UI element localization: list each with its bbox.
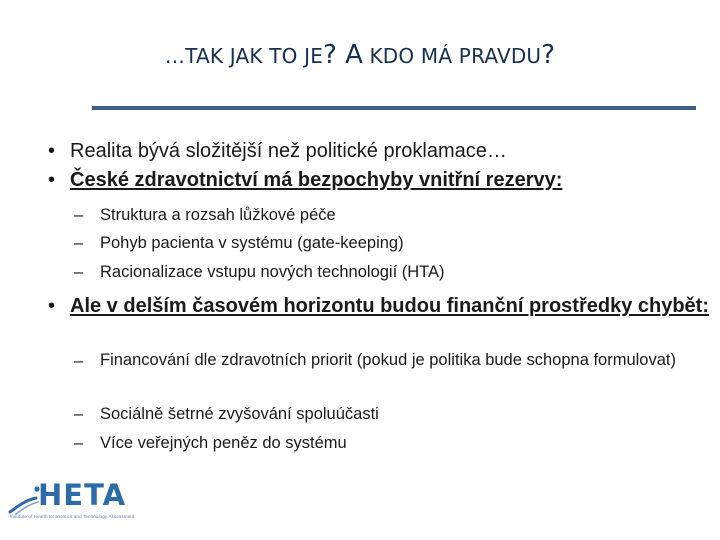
sub-bullet-marker: –	[74, 434, 84, 452]
sub-bullet-text: Racionalizace vstupu nových technologií (HTA)	[100, 263, 445, 281]
sub-bullet-text: Struktura a rozsah lůžkové péče	[100, 206, 336, 224]
title-part-3: KDO MÁ PRAVDU	[362, 44, 542, 68]
title-part-2: A	[336, 40, 363, 70]
title-divider	[92, 106, 696, 110]
heta-logo	[6, 478, 166, 524]
title-question-2: ?	[541, 40, 556, 70]
logo-name: HETA	[38, 478, 127, 512]
bullet-text: Ale v delším časovém horizontu budou finanční prostředky chybět:	[70, 295, 710, 317]
logo-subtitle: Institute of Health Economics and Technology Assessment	[10, 514, 135, 519]
bullet-marker: •	[48, 140, 56, 162]
slide-title	[0, 40, 720, 70]
sub-bullet-text: Sociálně šetrné zvyšování spoluúčasti	[100, 405, 379, 423]
bullet-text: České zdravotnictví má bezpochyby vnitřní rezervy:	[70, 169, 563, 191]
sub-bullet-marker: –	[74, 263, 84, 281]
sub-bullet-text: Financování dle zdravotních priorit (pokud je politika bude schopna formulovat)	[100, 351, 676, 369]
sub-bullet-marker: –	[74, 206, 84, 224]
title-part-1: …TAK JAK TO JE	[164, 44, 324, 68]
title-question-1: ?	[323, 40, 337, 70]
bullet-marker: •	[48, 295, 56, 317]
sub-bullet-marker: –	[74, 405, 84, 423]
sub-bullet-text: Pohyb pacienta v systému (gate-keeping)	[100, 234, 404, 252]
sub-bullet-text: Více veřejných peněz do systému	[100, 434, 347, 452]
sub-bullet-marker: –	[74, 352, 84, 370]
bullet-marker: •	[48, 169, 56, 191]
sub-bullet-marker: –	[74, 234, 84, 252]
bullet-text: Realita bývá složitější než politické proklamace…	[70, 140, 507, 162]
